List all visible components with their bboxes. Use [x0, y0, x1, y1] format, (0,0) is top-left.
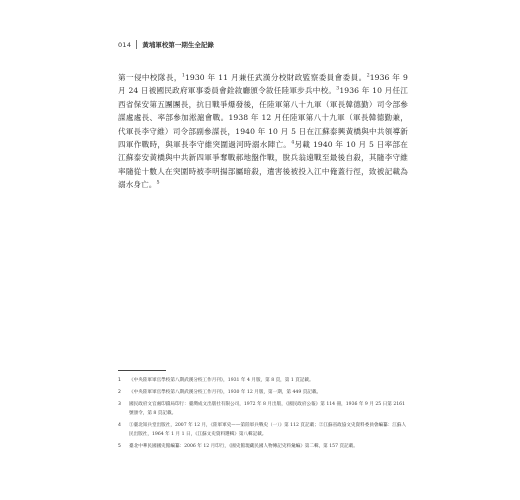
body-text-segment: 第一侵中校隊長，	[118, 73, 182, 82]
footnote-text: 臺北中華民國國史館編纂：2006 年 12 月印行，《國史館現藏民國人物傳記史料彙編》第二輯，第 157 頁記載。	[129, 443, 358, 449]
footnote	[118, 422, 408, 439]
footnote-text: 國民政府文官處印鑄局印行：臺灣成文出版社有限公司，1972 年 8 月出版，《國民政府公報》第 114 冊，1936 年 9 月 25 日第 2161 號頒令，第 8 頁記載。	[129, 402, 406, 416]
footnote-marker: 1	[181, 73, 185, 79]
footnote-number: 3	[118, 402, 121, 408]
footnote-text: 《中央陸軍軍官學校第八期武漢分校工作月刊》，1931 年 4 月版，第 8 頁，第 1 頁記載。	[129, 378, 314, 383]
footnote-number: 4	[118, 423, 121, 429]
page-number: 014	[118, 40, 132, 49]
footnote	[118, 389, 408, 398]
footnote-text: ①臺北知兵堂出版社，2007 年 12 月，《陸軍軍史——第陸軍兵戰史（一）》第 112 頁記載；②江蘇省政協文史資料委員會編纂：江蘇人民出版社，1964 年 1 月 1 日，《江蘇文史資料選輯》第八輯記載。	[129, 423, 407, 437]
footnote-marker: 4	[291, 140, 295, 146]
footnote-rule	[118, 370, 166, 371]
footnote-text: 《中央陸軍軍官學校第八期武漢分校工作月刊》，1930 年 12 月版，第一期，第 449 頁記載。	[129, 390, 322, 396]
body-text-segment: 另載 1940 年 10 月 5 日率部在江蘇泰安黃橋與中共新四軍爭奪戰郝地盤作戰，脫兵翁遠戰至最後自殺，其隨李守維率隨從十數人在突圍時被李明揚部屬暗殺，遺害後被投入江中俺蓋行徑，致被記載為溺水身亡。	[118, 140, 408, 190]
body-text-segment: 1936 年 9 月 24 日被國民政府軍事委員會銓敘廳頒令敘任陸軍步兵中校。	[118, 73, 408, 96]
footnote-number: 5	[118, 443, 121, 449]
footnote-marker: 3	[336, 86, 340, 92]
footnote-number: 2	[118, 390, 121, 396]
body-paragraph	[118, 71, 408, 192]
footnote-number: 1	[118, 378, 121, 383]
book-title: 黃埔軍校第一期生全記錄	[142, 41, 214, 49]
footnote	[118, 401, 408, 418]
footnote-marker: 2	[366, 73, 370, 79]
footnote-marker: 5	[156, 180, 160, 186]
footnotes	[118, 377, 408, 455]
body-text-segment: 1936 年 10 月任江西省保安第五團團長，抗日戰爭爆發後，任陸軍第八十九軍（軍長韓德勤）司令部參謀處處長、率部參加淞滬會戰。1938 年 12 月任陸軍第八十九軍（軍長韓德勤兼，代軍長李守維）司令部副參謀長，1940 年 10 月 5 日在江蘇泰興黃橋與中共領導新四軍作戰時，與軍長李守維突圍過河時溺水陣亡。	[118, 86, 408, 150]
page-header	[118, 40, 214, 49]
body-text-segment: 1930 年 11 月兼任武漢分校財政監察委員會委員。	[184, 73, 367, 82]
footnote	[118, 377, 408, 386]
header-divider	[136, 40, 137, 49]
footnote	[118, 443, 408, 452]
